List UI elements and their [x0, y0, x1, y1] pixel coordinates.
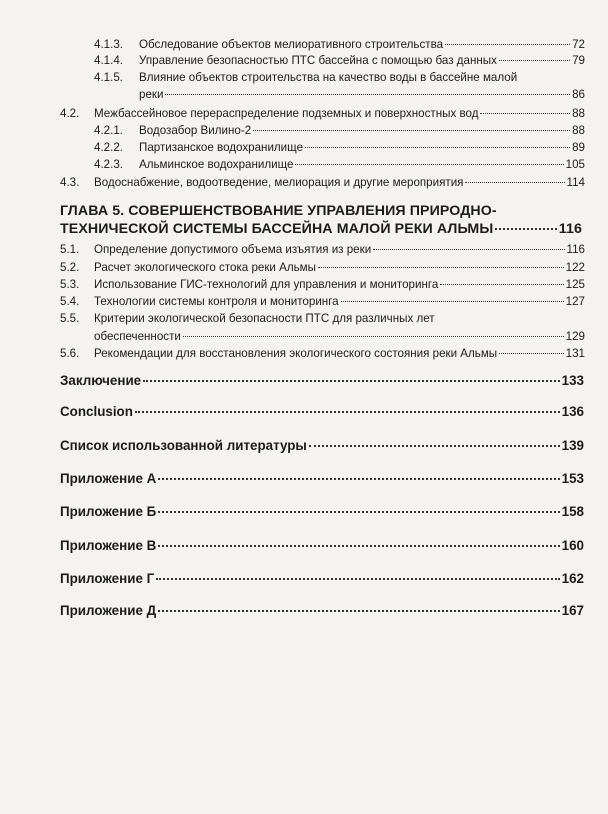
dot-leader — [373, 249, 564, 250]
dot-leader — [305, 147, 570, 148]
entry-title-line1: Критерии экологической безопасности ПТС для различных лет — [94, 312, 435, 325]
entry-page: 158 — [561, 504, 584, 519]
entry-title: Использование ГИС-технологий для управления и мониторинга — [94, 278, 439, 291]
entry-title: Партизанское водохранилище — [139, 141, 304, 154]
entry-title: Приложение Б — [60, 504, 157, 519]
dot-leader — [495, 228, 556, 230]
entry-title-line2: реки — [139, 88, 164, 101]
dot-leader — [295, 164, 563, 165]
entry-page: 167 — [561, 603, 584, 618]
dot-leader — [499, 60, 570, 61]
entry-number: 4.2.3. — [94, 158, 124, 171]
entry-title: Расчет экологического стока реки Альмы — [94, 261, 316, 274]
entry-number: 5.1. — [60, 243, 80, 256]
entry-number: 4.2. — [60, 107, 80, 120]
dot-leader — [158, 610, 559, 612]
entry-page: 139 — [561, 438, 584, 453]
entry-page: 122 — [565, 261, 585, 274]
entry-number: 4.3. — [60, 176, 80, 189]
dot-leader — [156, 578, 559, 580]
entry-page: 79 — [572, 54, 585, 67]
dot-leader — [341, 301, 564, 302]
entry-number: 5.2. — [60, 261, 80, 274]
chapter-heading[interactable] — [60, 202, 582, 238]
chapter-title-line1: ГЛАВА 5. СОВЕРШЕНСТВОВАНИЕ УПРАВЛЕНИЯ ПРИРОДНО- — [60, 203, 497, 219]
entry-title: Приложение Д — [60, 603, 157, 618]
entry-title: Альминское водохранилище — [139, 158, 294, 171]
entry-title: Водозабор Вилино-2 — [139, 124, 252, 137]
entry-title: Межбассейновое перераспределение подземных и поверхностных вод — [94, 107, 479, 120]
entry-page: 72 — [572, 38, 585, 51]
entry-number: 5.5. — [60, 312, 80, 325]
dot-leader — [158, 545, 559, 547]
entry-page: 127 — [565, 295, 585, 308]
entry-page: 116 — [566, 243, 585, 256]
entry-number: 5.3. — [60, 278, 80, 291]
dot-leader — [440, 284, 563, 285]
dot-leader — [465, 182, 564, 183]
entry-page: 88 — [572, 124, 585, 137]
entry-title: Conclusion — [60, 404, 133, 419]
entry-page: 114 — [566, 176, 585, 189]
dot-leader — [499, 353, 564, 354]
entry-number: 5.6. — [60, 347, 80, 360]
entry-title: Рекомендации для восстановления экологического состояния реки Альмы — [94, 347, 498, 360]
dot-leader — [158, 478, 559, 480]
entry-title: Водоснабжение, водоотведение, мелиорация и другие мероприятия — [94, 176, 464, 189]
entry-number: 4.1.4. — [94, 54, 124, 67]
entry-title: Приложение В — [60, 538, 157, 553]
entry-title: Приложение Г — [60, 571, 155, 586]
dot-leader — [183, 336, 564, 337]
entry-title: Определение допустимого объема изъятия из реки — [94, 243, 372, 256]
entry-page: 88 — [572, 107, 585, 120]
entry-number: 4.1.3. — [94, 38, 124, 51]
entry-title-line2: обеспеченности — [94, 330, 181, 343]
dot-leader — [480, 113, 570, 114]
entry-page: 133 — [561, 373, 584, 388]
entry-title: Обследование объектов мелиоративного строительства — [139, 38, 444, 51]
entry-page: 160 — [561, 538, 584, 553]
dot-leader — [135, 411, 560, 413]
entry-page: 162 — [561, 571, 584, 586]
entry-title-line1: Влияние объектов строительства на качество воды в бассейне малой — [139, 71, 518, 84]
dot-leader — [309, 445, 560, 447]
entry-title: Заключение — [60, 373, 142, 388]
entry-page: 125 — [565, 278, 585, 291]
entry-title: Технологии системы контроля и мониторинга — [94, 295, 339, 308]
entry-page: 89 — [572, 141, 585, 154]
entry-page: 129 — [565, 330, 585, 343]
entry-number: 4.1.5. — [94, 71, 124, 84]
entry-number: 4.2.1. — [94, 124, 124, 137]
chapter-page: 116 — [558, 221, 582, 237]
entry-number: 5.4. — [60, 295, 80, 308]
entry-page: 105 — [565, 158, 585, 171]
entry-number: 4.2.2. — [94, 141, 124, 154]
dot-leader — [318, 267, 564, 268]
dot-leader — [143, 380, 560, 382]
chapter-title-line2: ТЕХНИЧЕСКОЙ СИСТЕМЫ БАССЕЙНА МАЛОЙ РЕКИ АЛЬМЫ — [60, 221, 494, 237]
entry-page: 131 — [565, 347, 585, 360]
entry-title: Приложение А — [60, 471, 157, 486]
dot-leader — [445, 44, 570, 45]
entry-page: 86 — [572, 88, 585, 101]
dot-leader — [158, 511, 559, 513]
entry-page: 136 — [561, 404, 584, 419]
entry-title: Управление безопасностью ПТС бассейна с помощью баз данных — [139, 54, 497, 67]
entry-page: 153 — [561, 471, 584, 486]
entry-title: Список использованной литературы — [60, 438, 307, 453]
dot-leader — [165, 94, 570, 95]
dot-leader — [253, 130, 570, 131]
